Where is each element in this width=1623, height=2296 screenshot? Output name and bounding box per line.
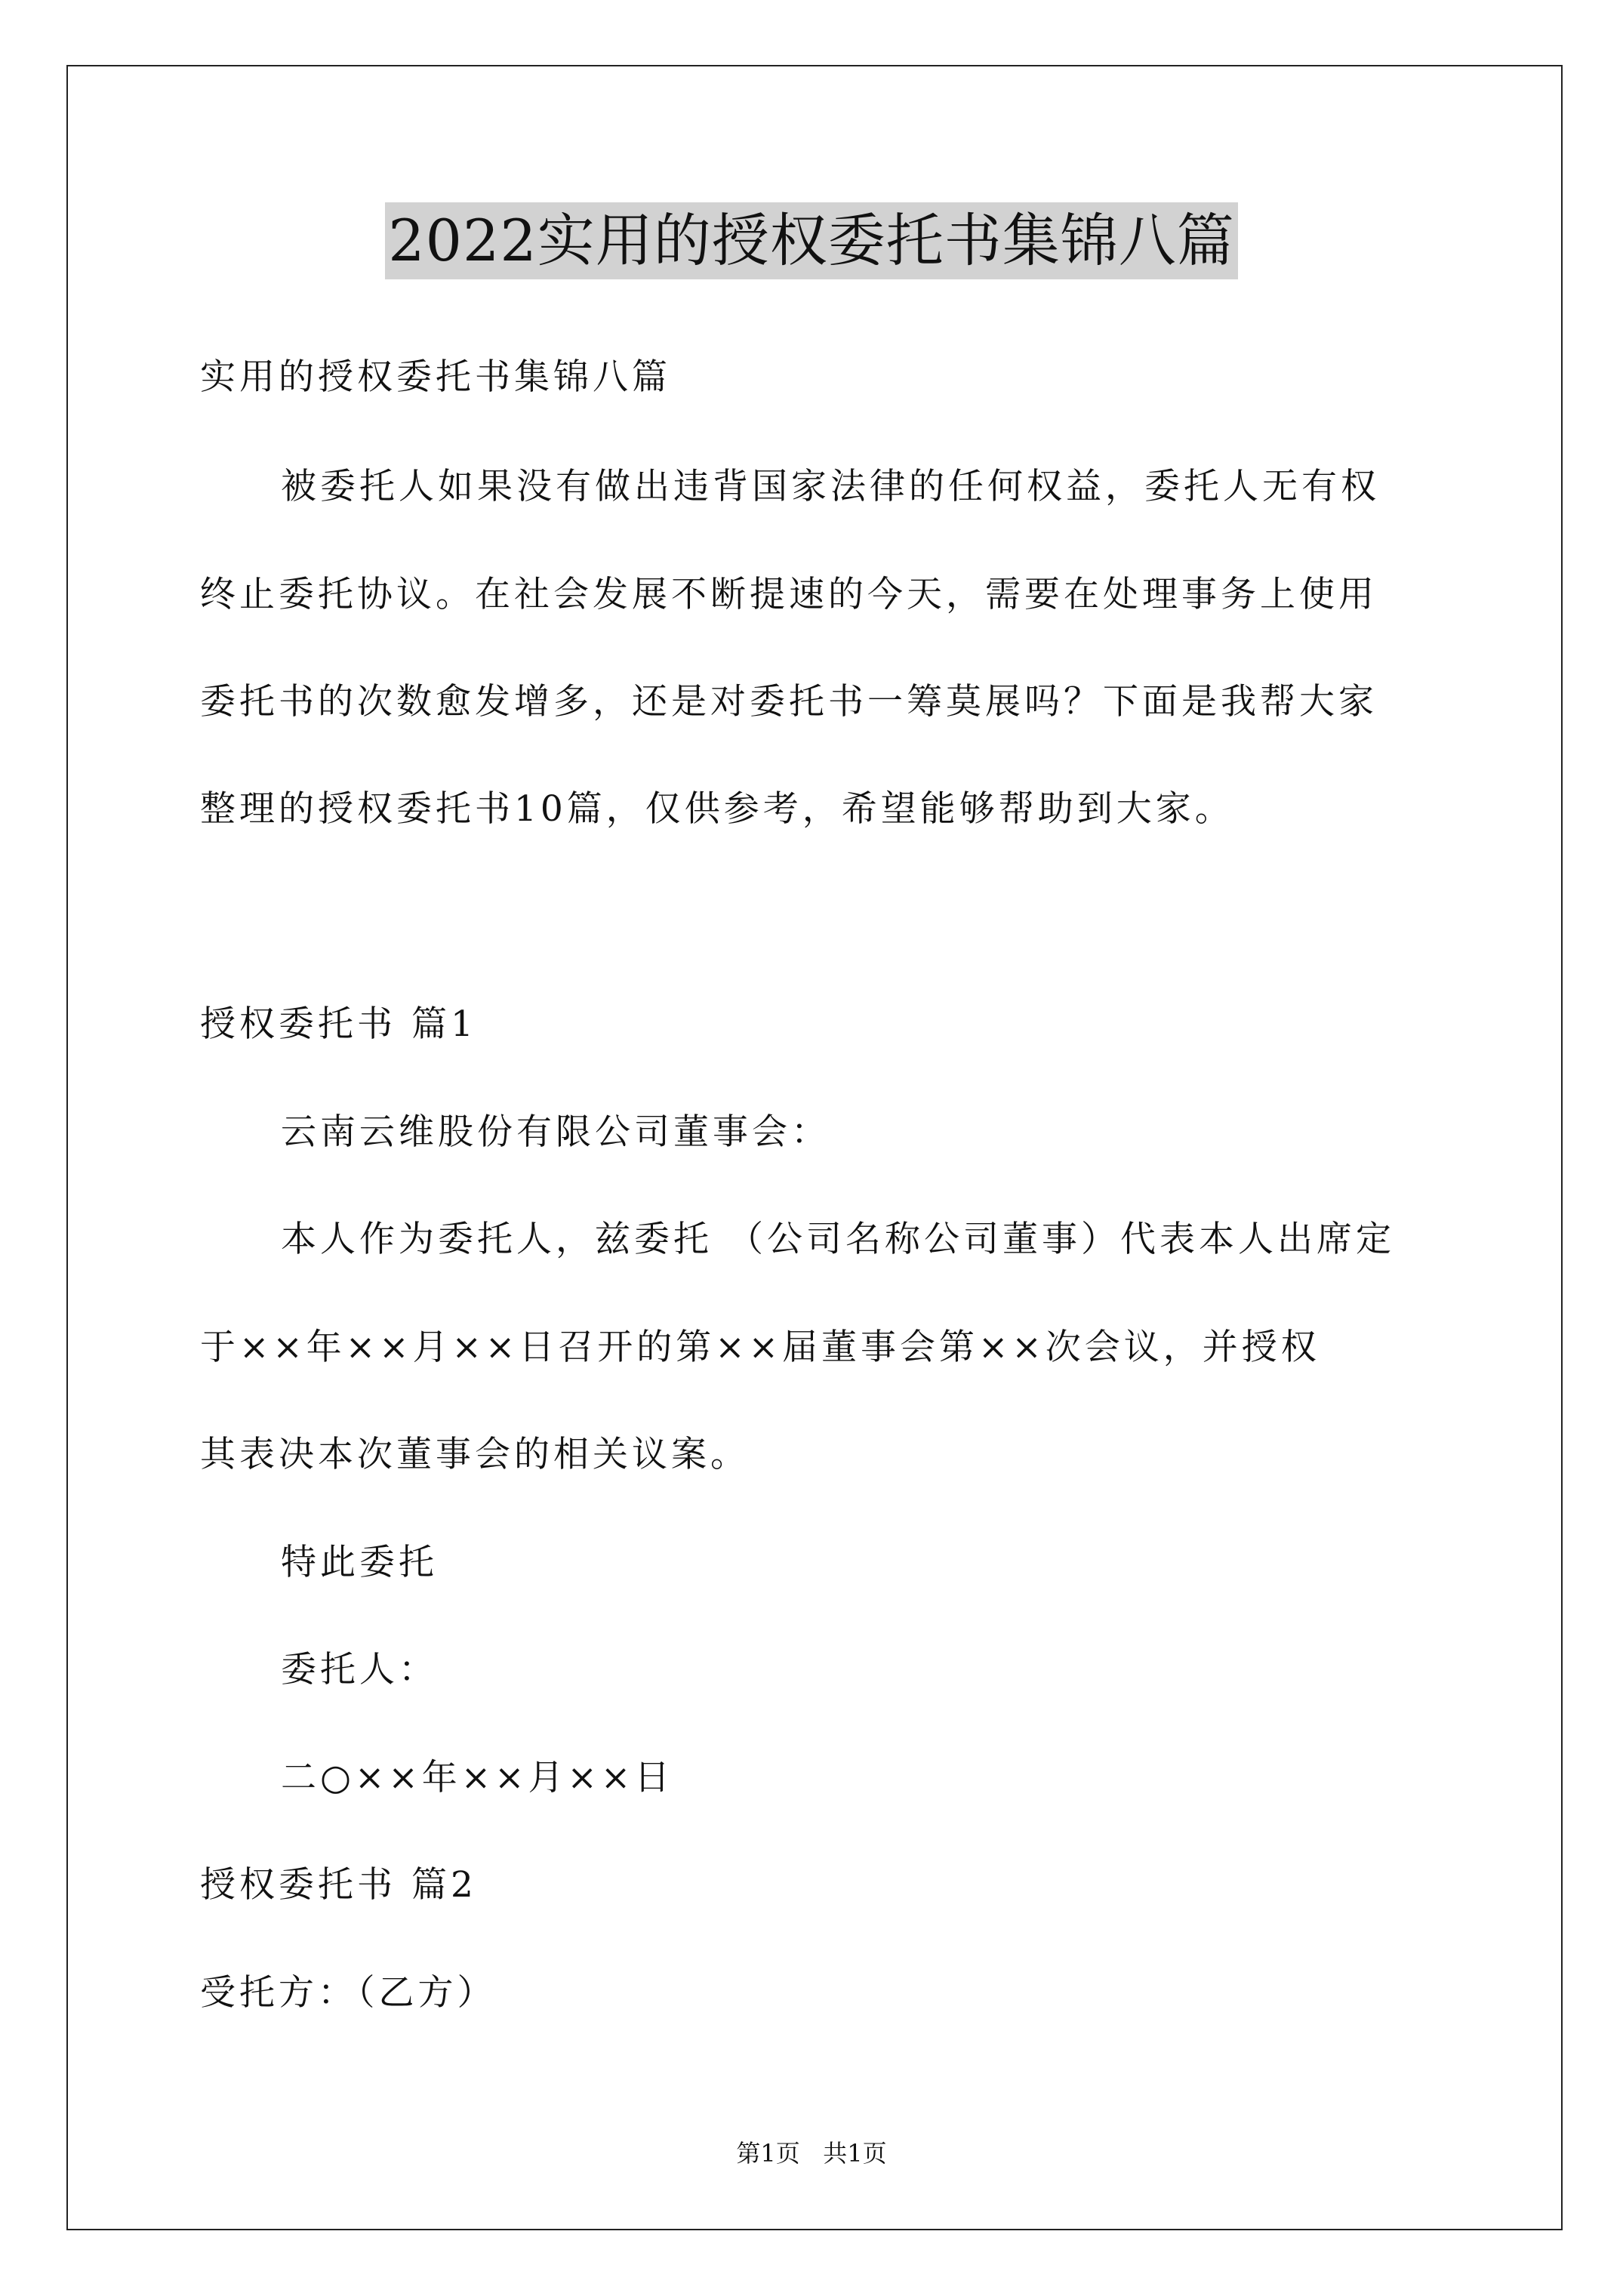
section1-principal: 委托人： [281, 1649, 438, 1690]
section1-body-line-1: 本人作为委托人，兹委托 （公司名称公司董事）代表本人出席定 [281, 1219, 1395, 1260]
section1-addressee: 云南云维股份有限公司董事会： [281, 1111, 830, 1153]
document-title: 2022实用的授权委托书集锦八篇 [385, 202, 1237, 279]
intro-line-1: 被委托人如果没有做出违背国家法律的任何权益，委托人无有权 [281, 466, 1380, 507]
section2-heading: 授权委托书 篇2 [200, 1864, 477, 1906]
intro-line-3: 委托书的次数愈发增多，还是对委托书一筹莫展吗？下面是我帮大家 [200, 681, 1378, 723]
document-subtitle: 实用的授权委托书集锦八篇 [200, 356, 671, 398]
intro-line-4: 整理的授权委托书10篇，仅供参考，希望能够帮助到大家。 [200, 788, 1234, 830]
title-wrapper [0, 202, 1623, 279]
section1-body-line-3: 其表决本次董事会的相关议案。 [200, 1434, 750, 1475]
section1-closing: 特此委托 [281, 1542, 438, 1583]
section1-date: 二○××年××月××日 [281, 1757, 674, 1798]
intro-line-2: 终止委托协议。在社会发展不断提速的今天，需要在处理事务上使用 [200, 574, 1378, 615]
section2-party: 受托方：（乙方） [200, 1972, 497, 2014]
section1-heading: 授权委托书 篇1 [200, 1003, 477, 1045]
page-footer: 第1页 共1页 [736, 2139, 887, 2168]
section1-body-line-2: 于××年××月××日召开的第××届董事会第××次会议，并授权 [200, 1327, 1320, 1368]
